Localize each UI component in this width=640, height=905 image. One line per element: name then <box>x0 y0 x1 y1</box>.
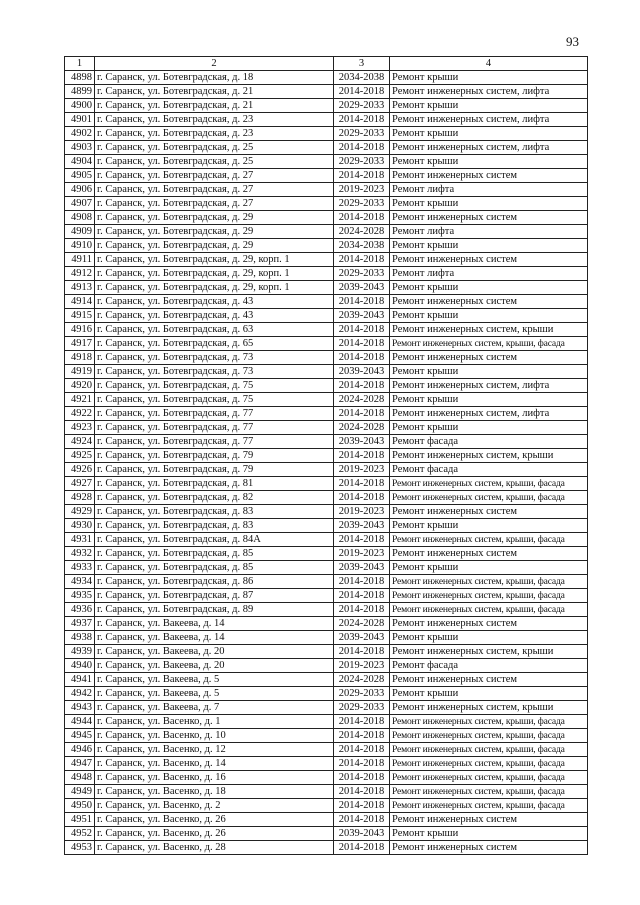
row-number: 4906 <box>65 183 95 197</box>
table-row <box>65 169 588 183</box>
row-address: г. Саранск, ул. Ботевградская, д. 77 <box>95 435 334 449</box>
row-number: 4934 <box>65 575 95 589</box>
row-number: 4925 <box>65 449 95 463</box>
table-body <box>65 71 588 855</box>
table-row <box>65 477 588 491</box>
table-row <box>65 799 588 813</box>
table-row <box>65 631 588 645</box>
table-row <box>65 547 588 561</box>
row-work-type: Ремонт инженерных систем <box>390 813 588 827</box>
row-work-type: Ремонт крыши <box>390 155 588 169</box>
row-address: г. Саранск, ул. Ботевградская, д. 79 <box>95 463 334 477</box>
row-work-type: Ремонт инженерных систем <box>390 351 588 365</box>
row-work-type: Ремонт инженерных систем, крыши <box>390 449 588 463</box>
table-row <box>65 701 588 715</box>
row-number: 4902 <box>65 127 95 141</box>
table-row <box>65 687 588 701</box>
row-address: г. Саранск, ул. Ботевградская, д. 29, корп. 1 <box>95 281 334 295</box>
row-work-type: Ремонт инженерных систем, крыши, фасада <box>390 603 588 617</box>
row-period: 2039-2043 <box>334 281 390 295</box>
row-address: г. Саранск, ул. Ботевградская, д. 75 <box>95 379 334 393</box>
row-work-type: Ремонт инженерных систем, крыши, фасада <box>390 477 588 491</box>
table-row <box>65 99 588 113</box>
row-number: 4910 <box>65 239 95 253</box>
row-period: 2024-2028 <box>334 225 390 239</box>
row-work-type: Ремонт инженерных систем, крыши, фасада <box>390 743 588 757</box>
table-row <box>65 435 588 449</box>
row-address: г. Саранск, ул. Ботевградская, д. 73 <box>95 351 334 365</box>
table-row <box>65 589 588 603</box>
row-period: 2039-2043 <box>334 561 390 575</box>
row-number: 4908 <box>65 211 95 225</box>
table-row <box>65 197 588 211</box>
row-work-type: Ремонт инженерных систем <box>390 169 588 183</box>
table-row <box>65 281 588 295</box>
table-row <box>65 673 588 687</box>
row-address: г. Саранск, ул. Васенко, д. 14 <box>95 757 334 771</box>
table-row <box>65 617 588 631</box>
row-number: 4915 <box>65 309 95 323</box>
row-period: 2019-2023 <box>334 183 390 197</box>
table-row <box>65 603 588 617</box>
row-period: 2029-2033 <box>334 155 390 169</box>
row-address: г. Саранск, ул. Ботевградская, д. 63 <box>95 323 334 337</box>
table-row <box>65 85 588 99</box>
row-number: 4932 <box>65 547 95 561</box>
row-work-type: Ремонт инженерных систем, лифта <box>390 85 588 99</box>
row-number: 4945 <box>65 729 95 743</box>
row-number: 4900 <box>65 99 95 113</box>
row-period: 2014-2018 <box>334 113 390 127</box>
row-period: 2034-2038 <box>334 239 390 253</box>
row-work-type: Ремонт лифта <box>390 225 588 239</box>
row-address: г. Саранск, ул. Вакеева, д. 20 <box>95 659 334 673</box>
row-period: 2014-2018 <box>334 449 390 463</box>
row-address: г. Саранск, ул. Вакеева, д. 20 <box>95 645 334 659</box>
row-work-type: Ремонт инженерных систем, крыши, фасада <box>390 491 588 505</box>
row-address: г. Саранск, ул. Ботевградская, д. 75 <box>95 393 334 407</box>
row-period: 2019-2023 <box>334 659 390 673</box>
row-number: 4920 <box>65 379 95 393</box>
row-work-type: Ремонт инженерных систем <box>390 547 588 561</box>
row-period: 2014-2018 <box>334 211 390 225</box>
row-work-type: Ремонт крыши <box>390 99 588 113</box>
row-work-type: Ремонт инженерных систем <box>390 841 588 855</box>
row-address: г. Саранск, ул. Ботевградская, д. 89 <box>95 603 334 617</box>
row-work-type: Ремонт инженерных систем <box>390 505 588 519</box>
row-number: 4926 <box>65 463 95 477</box>
row-address: г. Саранск, ул. Ботевградская, д. 85 <box>95 547 334 561</box>
row-number: 4930 <box>65 519 95 533</box>
row-address: г. Саранск, ул. Ботевградская, д. 23 <box>95 127 334 141</box>
table-row <box>65 463 588 477</box>
row-address: г. Саранск, ул. Ботевградская, д. 87 <box>95 589 334 603</box>
row-work-type: Ремонт инженерных систем, крыши, фасада <box>390 771 588 785</box>
table-row <box>65 771 588 785</box>
row-period: 2014-2018 <box>334 351 390 365</box>
row-number: 4939 <box>65 645 95 659</box>
row-number: 4940 <box>65 659 95 673</box>
row-address: г. Саранск, ул. Ботевградская, д. 43 <box>95 309 334 323</box>
table-row <box>65 561 588 575</box>
row-number: 4929 <box>65 505 95 519</box>
row-period: 2014-2018 <box>334 379 390 393</box>
row-work-type: Ремонт фасада <box>390 463 588 477</box>
row-number: 4948 <box>65 771 95 785</box>
row-work-type: Ремонт инженерных систем, лифта <box>390 141 588 155</box>
row-number: 4913 <box>65 281 95 295</box>
row-period: 2039-2043 <box>334 827 390 841</box>
row-address: г. Саранск, ул. Ботевградская, д. 29 <box>95 239 334 253</box>
row-address: г. Саранск, ул. Ботевградская, д. 21 <box>95 99 334 113</box>
row-period: 2014-2018 <box>334 603 390 617</box>
table-row <box>65 239 588 253</box>
row-number: 4941 <box>65 673 95 687</box>
row-work-type: Ремонт крыши <box>390 393 588 407</box>
table-row <box>65 379 588 393</box>
table-row <box>65 337 588 351</box>
row-work-type: Ремонт фасада <box>390 659 588 673</box>
table-row <box>65 407 588 421</box>
table-row <box>65 491 588 505</box>
table-row <box>65 71 588 85</box>
table-row <box>65 393 588 407</box>
table-row <box>65 127 588 141</box>
row-period: 2024-2028 <box>334 393 390 407</box>
row-address: г. Саранск, ул. Вакеева, д. 5 <box>95 673 334 687</box>
row-work-type: Ремонт инженерных систем, крыши <box>390 323 588 337</box>
row-address: г. Саранск, ул. Ботевградская, д. 27 <box>95 183 334 197</box>
row-address: г. Саранск, ул. Ботевградская, д. 77 <box>95 421 334 435</box>
row-period: 2014-2018 <box>334 645 390 659</box>
row-number: 4928 <box>65 491 95 505</box>
row-period: 2039-2043 <box>334 309 390 323</box>
row-period: 2029-2033 <box>334 99 390 113</box>
row-number: 4951 <box>65 813 95 827</box>
row-period: 2014-2018 <box>334 589 390 603</box>
table-row <box>65 785 588 799</box>
row-address: г. Саранск, ул. Ботевградская, д. 21 <box>95 85 334 99</box>
row-number: 4912 <box>65 267 95 281</box>
row-address: г. Саранск, ул. Вакеева, д. 14 <box>95 631 334 645</box>
row-period: 2014-2018 <box>334 771 390 785</box>
row-address: г. Саранск, ул. Ботевградская, д. 79 <box>95 449 334 463</box>
row-address: г. Саранск, ул. Ботевградская, д. 25 <box>95 155 334 169</box>
table-row <box>65 155 588 169</box>
table-row <box>65 729 588 743</box>
row-work-type: Ремонт лифта <box>390 267 588 281</box>
row-work-type: Ремонт инженерных систем, крыши <box>390 645 588 659</box>
row-period: 2014-2018 <box>334 337 390 351</box>
row-number: 4950 <box>65 799 95 813</box>
table-header-row <box>65 57 588 71</box>
row-number: 4898 <box>65 71 95 85</box>
row-work-type: Ремонт инженерных систем <box>390 211 588 225</box>
row-work-type: Ремонт инженерных систем, крыши, фасада <box>390 533 588 547</box>
row-number: 4947 <box>65 757 95 771</box>
table-row <box>65 267 588 281</box>
row-work-type: Ремонт крыши <box>390 197 588 211</box>
row-number: 4918 <box>65 351 95 365</box>
row-period: 2019-2023 <box>334 547 390 561</box>
row-work-type: Ремонт инженерных систем, крыши, фасада <box>390 589 588 603</box>
row-work-type: Ремонт инженерных систем, крыши, фасада <box>390 785 588 799</box>
row-work-type: Ремонт инженерных систем, крыши, фасада <box>390 799 588 813</box>
row-work-type: Ремонт крыши <box>390 687 588 701</box>
row-number: 4905 <box>65 169 95 183</box>
table-row <box>65 365 588 379</box>
row-period: 2014-2018 <box>334 533 390 547</box>
row-number: 4935 <box>65 589 95 603</box>
row-period: 2014-2018 <box>334 715 390 729</box>
row-work-type: Ремонт инженерных систем, лифта <box>390 379 588 393</box>
table-row <box>65 659 588 673</box>
row-address: г. Саранск, ул. Ботевградская, д. 29, корп. 1 <box>95 253 334 267</box>
row-address: г. Саранск, ул. Васенко, д. 18 <box>95 785 334 799</box>
row-work-type: Ремонт фасада <box>390 435 588 449</box>
row-work-type: Ремонт крыши <box>390 631 588 645</box>
row-work-type: Ремонт крыши <box>390 561 588 575</box>
row-address: г. Саранск, ул. Васенко, д. 12 <box>95 743 334 757</box>
table-row <box>65 743 588 757</box>
row-address: г. Саранск, ул. Ботевградская, д. 86 <box>95 575 334 589</box>
row-work-type: Ремонт инженерных систем, крыши <box>390 701 588 715</box>
table-row <box>65 323 588 337</box>
row-number: 4914 <box>65 295 95 309</box>
row-work-type: Ремонт инженерных систем, лифта <box>390 113 588 127</box>
row-number: 4937 <box>65 617 95 631</box>
row-number: 4911 <box>65 253 95 267</box>
table-row <box>65 183 588 197</box>
row-period: 2014-2018 <box>334 785 390 799</box>
row-period: 2039-2043 <box>334 631 390 645</box>
row-period: 2029-2033 <box>334 267 390 281</box>
row-work-type: Ремонт инженерных систем, крыши, фасада <box>390 575 588 589</box>
column-header-address: 2 <box>95 57 334 71</box>
row-work-type: Ремонт инженерных систем <box>390 295 588 309</box>
table-row <box>65 211 588 225</box>
row-work-type: Ремонт инженерных систем, крыши, фасада <box>390 757 588 771</box>
table-row <box>65 757 588 771</box>
row-work-type: Ремонт крыши <box>390 827 588 841</box>
row-address: г. Саранск, ул. Ботевградская, д. 27 <box>95 197 334 211</box>
row-number: 4923 <box>65 421 95 435</box>
row-address: г. Саранск, ул. Ботевградская, д. 29 <box>95 225 334 239</box>
row-period: 2039-2043 <box>334 519 390 533</box>
row-period: 2014-2018 <box>334 323 390 337</box>
row-period: 2029-2033 <box>334 127 390 141</box>
row-address: г. Саранск, ул. Ботевградская, д. 27 <box>95 169 334 183</box>
row-address: г. Саранск, ул. Васенко, д. 26 <box>95 827 334 841</box>
row-address: г. Саранск, ул. Ботевградская, д. 73 <box>95 365 334 379</box>
row-address: г. Саранск, ул. Васенко, д. 26 <box>95 813 334 827</box>
row-period: 2039-2043 <box>334 365 390 379</box>
table-row <box>65 141 588 155</box>
row-period: 2014-2018 <box>334 407 390 421</box>
row-number: 4922 <box>65 407 95 421</box>
row-address: г. Саранск, ул. Ботевградская, д. 77 <box>95 407 334 421</box>
row-address: г. Саранск, ул. Ботевградская, д. 83 <box>95 505 334 519</box>
table-row <box>65 253 588 267</box>
row-number: 4952 <box>65 827 95 841</box>
row-address: г. Саранск, ул. Ботевградская, д. 84А <box>95 533 334 547</box>
row-address: г. Саранск, ул. Ботевградская, д. 81 <box>95 477 334 491</box>
row-number: 4933 <box>65 561 95 575</box>
row-address: г. Саранск, ул. Ботевградская, д. 29, корп. 1 <box>95 267 334 281</box>
row-address: г. Саранск, ул. Васенко, д. 16 <box>95 771 334 785</box>
row-work-type: Ремонт инженерных систем, крыши, фасада <box>390 715 588 729</box>
row-work-type: Ремонт крыши <box>390 239 588 253</box>
row-number: 4909 <box>65 225 95 239</box>
row-address: г. Саранск, ул. Васенко, д. 1 <box>95 715 334 729</box>
row-number: 4943 <box>65 701 95 715</box>
row-work-type: Ремонт инженерных систем, крыши, фасада <box>390 337 588 351</box>
row-period: 2024-2028 <box>334 673 390 687</box>
row-address: г. Саранск, ул. Ботевградская, д. 18 <box>95 71 334 85</box>
row-address: г. Саранск, ул. Ботевградская, д. 43 <box>95 295 334 309</box>
row-address: г. Саранск, ул. Васенко, д. 10 <box>95 729 334 743</box>
column-header-work-type: 4 <box>390 57 588 71</box>
table-row <box>65 351 588 365</box>
table-row <box>65 827 588 841</box>
table-row <box>65 225 588 239</box>
row-address: г. Саранск, ул. Ботевградская, д. 83 <box>95 519 334 533</box>
row-number: 4931 <box>65 533 95 547</box>
row-period: 2014-2018 <box>334 491 390 505</box>
table-row <box>65 295 588 309</box>
row-number: 4927 <box>65 477 95 491</box>
row-period: 2014-2018 <box>334 841 390 855</box>
row-work-type: Ремонт крыши <box>390 71 588 85</box>
row-period: 2019-2023 <box>334 505 390 519</box>
page-number: 93 <box>566 34 579 49</box>
row-work-type: Ремонт инженерных систем <box>390 673 588 687</box>
row-address: г. Саранск, ул. Васенко, д. 2 <box>95 799 334 813</box>
row-work-type: Ремонт инженерных систем, крыши, фасада <box>390 729 588 743</box>
row-period: 2014-2018 <box>334 757 390 771</box>
row-period: 2024-2028 <box>334 617 390 631</box>
row-period: 2014-2018 <box>334 253 390 267</box>
row-number: 4907 <box>65 197 95 211</box>
repair-schedule-table <box>64 56 588 855</box>
row-address: г. Саранск, ул. Вакеева, д. 7 <box>95 701 334 715</box>
row-number: 4903 <box>65 141 95 155</box>
row-number: 4942 <box>65 687 95 701</box>
table-row <box>65 519 588 533</box>
row-period: 2029-2033 <box>334 197 390 211</box>
row-address: г. Саранск, ул. Ботевградская, д. 29 <box>95 211 334 225</box>
row-period: 2014-2018 <box>334 295 390 309</box>
row-address: г. Саранск, ул. Вакеева, д. 14 <box>95 617 334 631</box>
row-period: 2024-2028 <box>334 421 390 435</box>
row-work-type: Ремонт крыши <box>390 309 588 323</box>
table-row <box>65 533 588 547</box>
row-number: 4921 <box>65 393 95 407</box>
row-period: 2014-2018 <box>334 813 390 827</box>
row-period: 2014-2018 <box>334 743 390 757</box>
row-period: 2014-2018 <box>334 477 390 491</box>
row-period: 2029-2033 <box>334 687 390 701</box>
row-period: 2039-2043 <box>334 435 390 449</box>
row-number: 4938 <box>65 631 95 645</box>
row-address: г. Саранск, ул. Ботевградская, д. 25 <box>95 141 334 155</box>
row-work-type: Ремонт крыши <box>390 519 588 533</box>
row-address: г. Саранск, ул. Ботевградская, д. 85 <box>95 561 334 575</box>
row-work-type: Ремонт лифта <box>390 183 588 197</box>
table-row <box>65 715 588 729</box>
row-number: 4901 <box>65 113 95 127</box>
row-address: г. Саранск, ул. Ботевградская, д. 82 <box>95 491 334 505</box>
row-number: 4949 <box>65 785 95 799</box>
row-number: 4944 <box>65 715 95 729</box>
row-number: 4917 <box>65 337 95 351</box>
row-period: 2029-2033 <box>334 701 390 715</box>
row-work-type: Ремонт крыши <box>390 421 588 435</box>
row-work-type: Ремонт крыши <box>390 281 588 295</box>
row-period: 2014-2018 <box>334 729 390 743</box>
row-number: 4924 <box>65 435 95 449</box>
row-work-type: Ремонт инженерных систем, лифта <box>390 407 588 421</box>
table-row <box>65 449 588 463</box>
row-period: 2014-2018 <box>334 799 390 813</box>
table-row <box>65 841 588 855</box>
row-address: г. Саранск, ул. Ботевградская, д. 65 <box>95 337 334 351</box>
row-period: 2014-2018 <box>334 141 390 155</box>
row-address: г. Саранск, ул. Ботевградская, д. 23 <box>95 113 334 127</box>
column-header-period: 3 <box>334 57 390 71</box>
row-period: 2014-2018 <box>334 85 390 99</box>
row-address: г. Саранск, ул. Вакеева, д. 5 <box>95 687 334 701</box>
table-row <box>65 813 588 827</box>
row-number: 4899 <box>65 85 95 99</box>
row-work-type: Ремонт крыши <box>390 365 588 379</box>
table-row <box>65 421 588 435</box>
row-number: 4904 <box>65 155 95 169</box>
row-number: 4946 <box>65 743 95 757</box>
row-period: 2034-2038 <box>334 71 390 85</box>
row-period: 2014-2018 <box>334 169 390 183</box>
table-row <box>65 113 588 127</box>
table-row <box>65 309 588 323</box>
row-number: 4916 <box>65 323 95 337</box>
row-period: 2019-2023 <box>334 463 390 477</box>
row-work-type: Ремонт инженерных систем <box>390 253 588 267</box>
row-address: г. Саранск, ул. Васенко, д. 28 <box>95 841 334 855</box>
row-work-type: Ремонт инженерных систем <box>390 617 588 631</box>
table-row <box>65 505 588 519</box>
table-row <box>65 575 588 589</box>
row-period: 2014-2018 <box>334 575 390 589</box>
row-work-type: Ремонт крыши <box>390 127 588 141</box>
column-header-number: 1 <box>65 57 95 71</box>
row-number: 4919 <box>65 365 95 379</box>
row-number: 4953 <box>65 841 95 855</box>
table-row <box>65 645 588 659</box>
row-number: 4936 <box>65 603 95 617</box>
